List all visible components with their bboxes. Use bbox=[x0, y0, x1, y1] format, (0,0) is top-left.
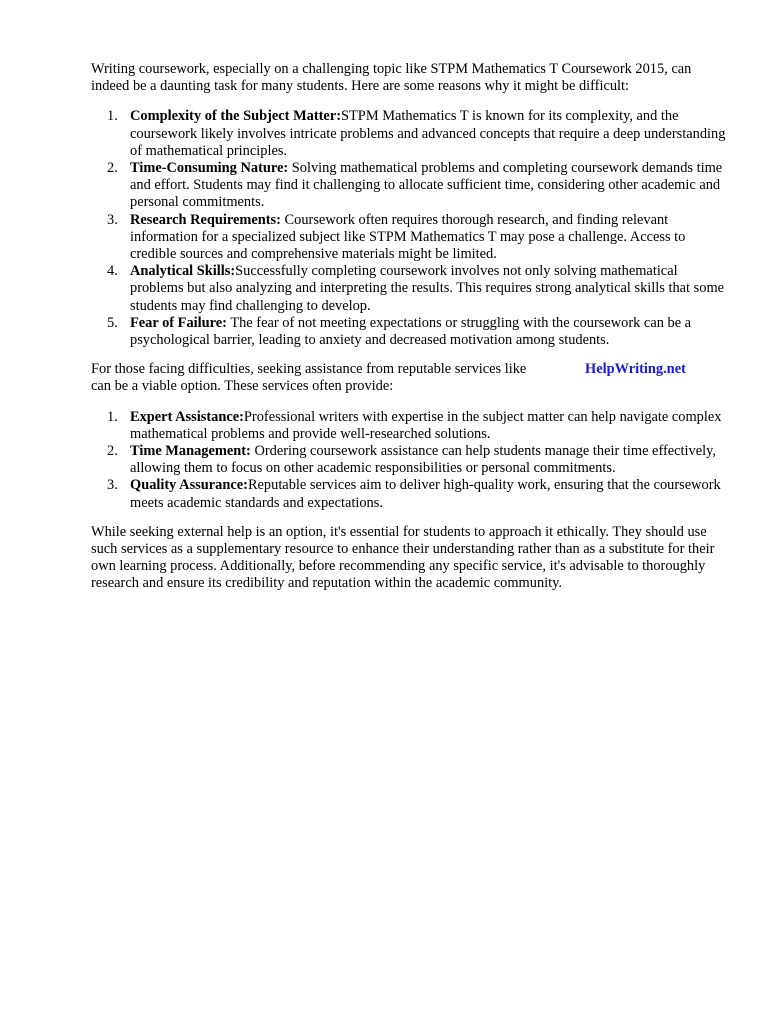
list-text: STPM Mathematics T is known for its complexity, and the coursework likely involves intricate problems and advanced concepts that require a deep understanding of mathematical principles. bbox=[130, 108, 726, 159]
closing-paragraph: While seeking external help is an option, it's essential for students to approach it ethically. They should use such services as a supplementary resource to enhance their understanding rather than as a substitute for their own learning process. Additionally, before recommending any specific service, it's advisable to thoroughly research and ensure its credibility and reputation within the academic community. bbox=[91, 523, 715, 592]
list-term: Analytical Skills: bbox=[130, 263, 236, 280]
list-text: Professional writers with expertise in the subject matter can help navigate complex mathematical problems and provide well-researched solutions. bbox=[130, 408, 722, 442]
list-text: Successfully completing coursework involves not only solving mathematical problems but also analyzing and interpreting the results. This requires strong analytical skills that some students may find challenging to develop. bbox=[130, 263, 725, 314]
reasons-list bbox=[91, 108, 731, 349]
list-term: Expert Assistance: bbox=[130, 408, 244, 425]
list-item bbox=[91, 160, 731, 212]
list-text: Reputable services aim to deliver high-quality work, ensuring that the coursework meets academic standards and expectations. bbox=[130, 477, 721, 511]
list-number: 1. bbox=[107, 408, 118, 425]
list-number: 1. bbox=[107, 108, 118, 125]
list-item bbox=[91, 108, 731, 160]
list-item bbox=[91, 263, 731, 315]
list-item bbox=[91, 443, 731, 477]
list-text: Coursework often requires thorough research, and finding relevant information for a specialized subject like STPM Mathematics T may pose a challenge. Access to credible sources and comprehensive materials might be limited. bbox=[130, 211, 686, 263]
document-body bbox=[91, 61, 731, 593]
list-number: 2. bbox=[107, 160, 118, 177]
services-list bbox=[91, 409, 731, 512]
list-term: Research Requirements: bbox=[130, 211, 281, 228]
list-term: Time-Consuming Nature: bbox=[130, 160, 289, 177]
list-term: Time Management: bbox=[130, 443, 251, 460]
services-intro-line1: For those facing difficulties, seeking assistance from reputable services like bbox=[91, 361, 527, 378]
list-text: Ordering coursework assistance can help students manage their time effectively, allowing them to focus on other academic responsibilities or personal commitments. bbox=[130, 443, 716, 477]
list-item bbox=[91, 315, 731, 349]
list-number: 4. bbox=[107, 263, 118, 280]
list-item bbox=[91, 477, 731, 511]
list-number: 3. bbox=[107, 477, 118, 494]
services-intro-line2: can be a viable option. These services often provide: bbox=[91, 378, 394, 395]
list-item bbox=[91, 409, 731, 443]
list-number: 5. bbox=[107, 314, 118, 331]
list-item bbox=[91, 212, 731, 264]
list-term: Fear of Failure: bbox=[130, 314, 227, 331]
list-text: The fear of not meeting expectations or struggling with the coursework can be a psychological barrier, leading to anxiety and decreased motivation among students. bbox=[130, 314, 692, 349]
list-term: Complexity of the Subject Matter: bbox=[130, 108, 342, 125]
services-intro-paragraph bbox=[91, 361, 731, 395]
helpwriting-link[interactable]: HelpWriting.net bbox=[585, 361, 686, 378]
list-number: 2. bbox=[107, 443, 118, 460]
list-number: 3. bbox=[107, 211, 118, 228]
list-text: Solving mathematical problems and completing coursework demands time and effort. Students may find it challenging to allocate sufficient time, considering other academic and personal commitments. bbox=[130, 160, 723, 211]
list-term: Quality Assurance: bbox=[130, 477, 248, 494]
intro-paragraph: Writing coursework, especially on a challenging topic like STPM Mathematics T Coursework 2015, can indeed be a daunting task for many students. Here are some reasons why it might be difficult: bbox=[91, 61, 692, 95]
